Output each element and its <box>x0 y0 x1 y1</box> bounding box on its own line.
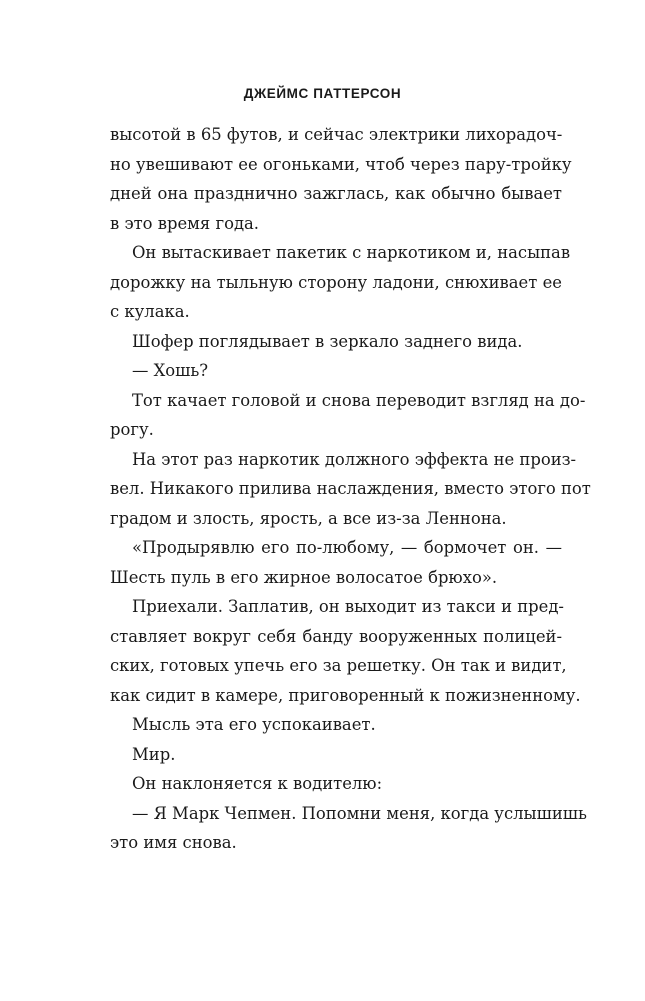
text-line: Тот качает головой и снова переводит взгляд на до- <box>132 390 586 410</box>
text-line: вел. Никакого прилива наслаждения, вместо этого пот <box>110 479 591 498</box>
text-line: дней она празднично зажглась, как обычно бывает <box>110 184 562 203</box>
text-line: но увешивают ее огоньками, чтоб через пару-тройку <box>110 154 572 174</box>
text-line: Мир. <box>132 744 176 764</box>
text-line: — Я Марк Чепмен. Попомни меня, когда услышишь <box>132 803 587 823</box>
text-line: как сидит в камере, приговоренный к пожизненному. <box>110 685 581 705</box>
text-line: Приехали. Заплатив, он выходит из такси и пред- <box>132 597 564 616</box>
text-line: градом и злость, ярость, а все из-за Леннона. <box>110 508 507 528</box>
text-line: высотой в 65 футов, и сейчас электрики лихорадоч- <box>110 125 563 144</box>
text-line: это имя снова. <box>110 833 237 852</box>
text-line: — Хошь? <box>132 361 209 380</box>
text-line: Шесть пуль в его жирное волосатое брюхо». <box>110 567 498 587</box>
text-line: с кулака. <box>110 302 190 321</box>
text-line: рогу. <box>110 420 154 439</box>
body-text <box>110 120 591 858</box>
text-line: Он вытаскивает пакетик с наркотиком и, насыпав <box>132 243 571 262</box>
text-line: На этот раз наркотик должного эффекта не произ- <box>132 449 577 469</box>
text-line: ских, готовых упечь его за решетку. Он так и видит, <box>110 656 567 675</box>
running-head-title: ДЖЕЙМС ПАТТЕРСОН <box>243 86 402 101</box>
text-line: Шофер поглядывает в зеркало заднего вида. <box>132 331 523 351</box>
text-line: ставляет вокруг себя банду вооруженных полицей- <box>110 626 562 646</box>
text-line: Мысль эта его успокаивает. <box>132 715 376 734</box>
text-line: Он наклоняется к водителю: <box>132 774 383 793</box>
text-line: дорожку на тыльную сторону ладони, снюхивает ее <box>110 272 562 292</box>
text-line: «Продырявлю его по-любому, — бормочет он. — <box>132 538 562 557</box>
text-line: в это время года. <box>110 213 260 233</box>
